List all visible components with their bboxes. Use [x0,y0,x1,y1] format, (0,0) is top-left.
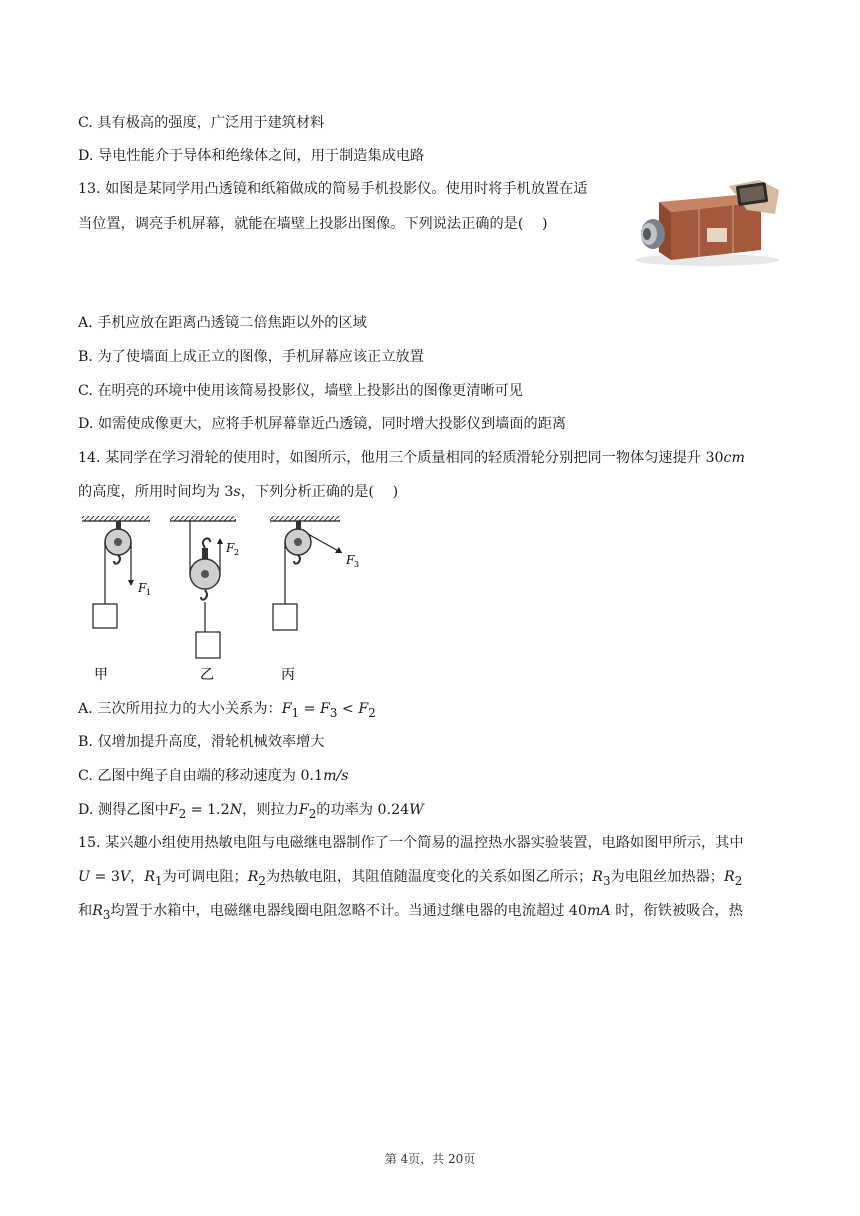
projector-image [629,180,783,268]
force-f2-subscript: 2 [234,548,240,557]
page-footer: 第 4页，共 20页 [384,1152,476,1166]
q12-option-c: C. 具有极高的强度，广泛用于建筑材料 [78,115,325,131]
pulley-yi [170,516,239,683]
label-yi: 乙 [200,667,214,683]
q14-stem-line1: 14. 某同学在学习滑轮的使用时，如图所示，他用三个质量相同的轻质滑轮分别把同一物体匀速提升 30cm [78,450,745,466]
q14-option-a: A. 三次所用拉力的大小关系为：$F_1 = F_3 < F_2$ [78,701,376,720]
q12-option-d: D. 导电性能介于导体和绝缘体之间，用于制造集成电路 [78,148,425,164]
q15-line3: 和$R_3$均置于水箱中，电磁继电器线圈电阻忽略不计。当通过继电器的电流超过 40mA 时，衔铁被吸合，热 [78,903,743,922]
q14-option-d: D. 测得乙图中$F_2 = 1.2N$，则拉力$F_2$的功率为 0.24W [78,802,424,821]
q14-stem-line2: 的高度，所用时间均为 3s，下列分析正确的是( ) [78,484,399,500]
force-f2-label: F [226,541,235,555]
q13-option-d: D. 如需使成像更大，应将手机屏幕靠近凸透镜，同时增大投影仪到墙面的距离 [78,416,567,432]
q13-stem-line1: 13. 如图是某同学用凸透镜和纸箱做成的简易手机投影仪。使用时将手机放置在适 [78,181,588,197]
pulley-jia [82,516,151,683]
force-f1-label: F [138,581,147,595]
q13-option-a: A. 手机应放在距离凸透镜二倍焦距以外的区域 [78,315,367,331]
q13-option-b: B. 为了使墙面上成正立的图像，手机屏幕应该正立放置 [78,349,424,365]
label-jia: 甲 [94,667,108,683]
q13-option-c: C. 在明亮的环境中使用该简易投影仪，墙壁上投影出的图像更清晰可见 [78,383,523,399]
q15-line1: 15. 某兴趣小组使用热敏电阻与电磁继电器制作了一个简易的温控热水器实验装置，电路如图甲所示，其中 [78,835,744,851]
q14-option-b: B. 仅增加提升高度，滑轮机械效率增大 [78,734,325,750]
force-f3-label: F [346,553,355,567]
label-bing: 丙 [281,667,295,683]
q15-line2: U = 3V，$R_1$为可调电阻；$R_2$为热敏电阻，其阻值随温度变化的关系如图乙所示；$R_3$为电阻丝加热器；$R_2$ [78,869,743,888]
pulley-bing [270,516,359,683]
force-f1-subscript: 1 [146,588,152,597]
q14-option-c: C. 乙图中绳子自由端的移动速度为 0.1m/s [78,768,349,784]
force-f3-subscript: 3 [354,560,360,569]
q13-stem-line2: 当位置，调亮手机屏幕，就能在墙壁上投影出图像。下列说法正确的是( ) [78,216,548,232]
pulley-figure [76,514,376,686]
